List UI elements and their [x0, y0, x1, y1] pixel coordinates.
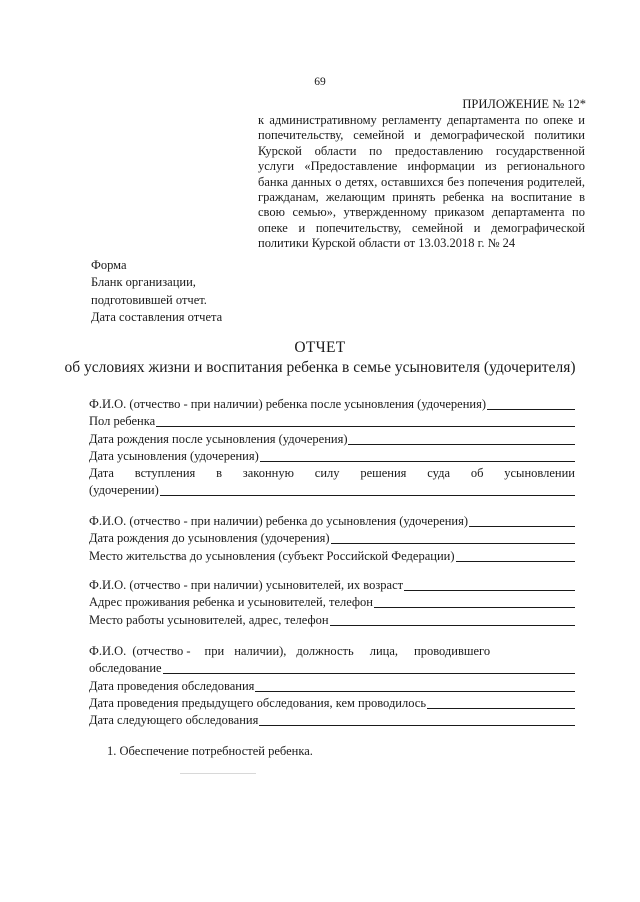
fill-line[interactable]	[487, 397, 575, 410]
field-word: решения	[360, 465, 407, 480]
form-label: Форма	[91, 258, 127, 272]
field-row	[89, 412, 575, 429]
fill-line[interactable]	[255, 679, 575, 692]
field-row	[89, 447, 575, 464]
fill-line[interactable]	[348, 432, 575, 445]
field-word: (отчество -	[132, 644, 191, 659]
field-row	[89, 676, 575, 693]
fill-line[interactable]	[456, 549, 576, 562]
fill-line[interactable]	[163, 661, 575, 674]
report-date-label: Дата составления отчета	[91, 309, 223, 324]
report-title: ОТЧЕТ	[294, 339, 346, 356]
field-label: Пол ребенка	[89, 414, 156, 429]
field-label: Ф.И.О. (отчество - при наличии) ребенка после усыновления (удочерения)	[89, 397, 487, 412]
field-label: Дата проведения обследования	[89, 678, 255, 693]
field-word: в	[216, 465, 222, 480]
field-label: обследование	[89, 661, 162, 676]
field-label: Место жительства до усыновления (субъект Российской Федерации)	[89, 548, 455, 563]
field-row	[89, 576, 575, 593]
field-row	[89, 395, 575, 412]
field-word: силу	[314, 465, 340, 480]
field-label: Дата следующего обследования	[89, 712, 259, 727]
annex-title: ПРИЛОЖЕНИЕ № 12*	[462, 97, 586, 111]
org-blank-label: Бланк организации,	[91, 275, 196, 290]
field-row	[89, 593, 575, 610]
org-prepared-label: подготовившей отчет.	[91, 292, 207, 307]
field-row	[89, 610, 575, 627]
fill-line[interactable]	[260, 449, 575, 462]
field-label: (удочерении)	[89, 483, 159, 498]
field-word: усыновлении	[504, 465, 575, 480]
field-word: об	[470, 465, 484, 480]
field-label: Дата рождения до усыновления (удочерения)	[89, 531, 330, 546]
section-adopters	[89, 576, 575, 628]
field-row	[89, 711, 575, 728]
field-label: Место работы усыновителей, адрес, телефон	[89, 612, 329, 627]
field-label: Дата усыновления (удочерения)	[89, 448, 259, 463]
fill-line[interactable]	[156, 414, 575, 427]
field-word: Ф.И.О.	[89, 644, 127, 659]
field-row	[89, 659, 575, 676]
report-subtitle: об условиях жизни и воспитания ребенка в семье усыновителя (удочерителя)	[64, 359, 576, 376]
fill-line[interactable]	[331, 531, 575, 544]
field-word: Дата	[89, 465, 114, 480]
section-item-needs: 1. Обеспечение потребностей ребенка.	[107, 744, 313, 758]
field-row	[89, 546, 575, 563]
fill-line[interactable]	[160, 483, 575, 496]
field-label: Адрес проживания ребенка и усыновителей, телефон	[89, 595, 373, 610]
field-word: проводившего	[414, 644, 491, 659]
field-row-justified	[89, 464, 575, 481]
section-child-after-adoption	[89, 395, 575, 498]
annex-text: к административному регламенту департамента по опеке и попечительству, семейной и демографической политики Курской области по предоставлению государственной услуги «Предоставление информации из регионального банка данных о детях, оставшихся без попечения родителей, гражданам, желающим принять ребенка на воспитание в свою семью», утвержденному приказом департамента по опеке и попечительству, семейной и демографической политики Курской области от 13.03.2018 г. № 24	[258, 113, 585, 251]
field-row	[89, 481, 575, 498]
fill-line[interactable]	[469, 514, 575, 527]
field-word: при	[204, 644, 225, 659]
field-row	[89, 512, 575, 529]
field-word: лица,	[369, 644, 399, 659]
field-word: законную	[242, 465, 294, 480]
field-row-justified	[89, 642, 491, 659]
form-block	[91, 257, 222, 326]
scan-smudge	[180, 773, 256, 774]
fill-line[interactable]	[404, 578, 575, 591]
fill-line[interactable]	[427, 696, 575, 709]
field-row	[89, 529, 575, 546]
field-word: должность	[296, 644, 354, 659]
field-row	[89, 694, 575, 711]
page-number: 69	[314, 76, 326, 88]
field-label: Дата проведения предыдущего обследования, кем проводилось	[89, 695, 427, 710]
field-row	[89, 429, 575, 446]
field-word: суда	[427, 465, 450, 480]
field-word: вступления	[134, 465, 196, 480]
section-child-before-adoption	[89, 512, 575, 564]
fill-line[interactable]	[259, 713, 575, 726]
fill-line[interactable]	[374, 595, 575, 608]
field-word: наличии),	[234, 644, 287, 659]
field-label: Дата рождения после усыновления (удочерения)	[89, 431, 348, 446]
field-label: Ф.И.О. (отчество - при наличии) усыновителей, их возраст	[89, 578, 404, 593]
field-label: Ф.И.О. (отчество - при наличии) ребенка до усыновления (удочерения)	[89, 514, 469, 529]
section-inspection	[89, 642, 575, 728]
fill-line[interactable]	[330, 613, 575, 626]
